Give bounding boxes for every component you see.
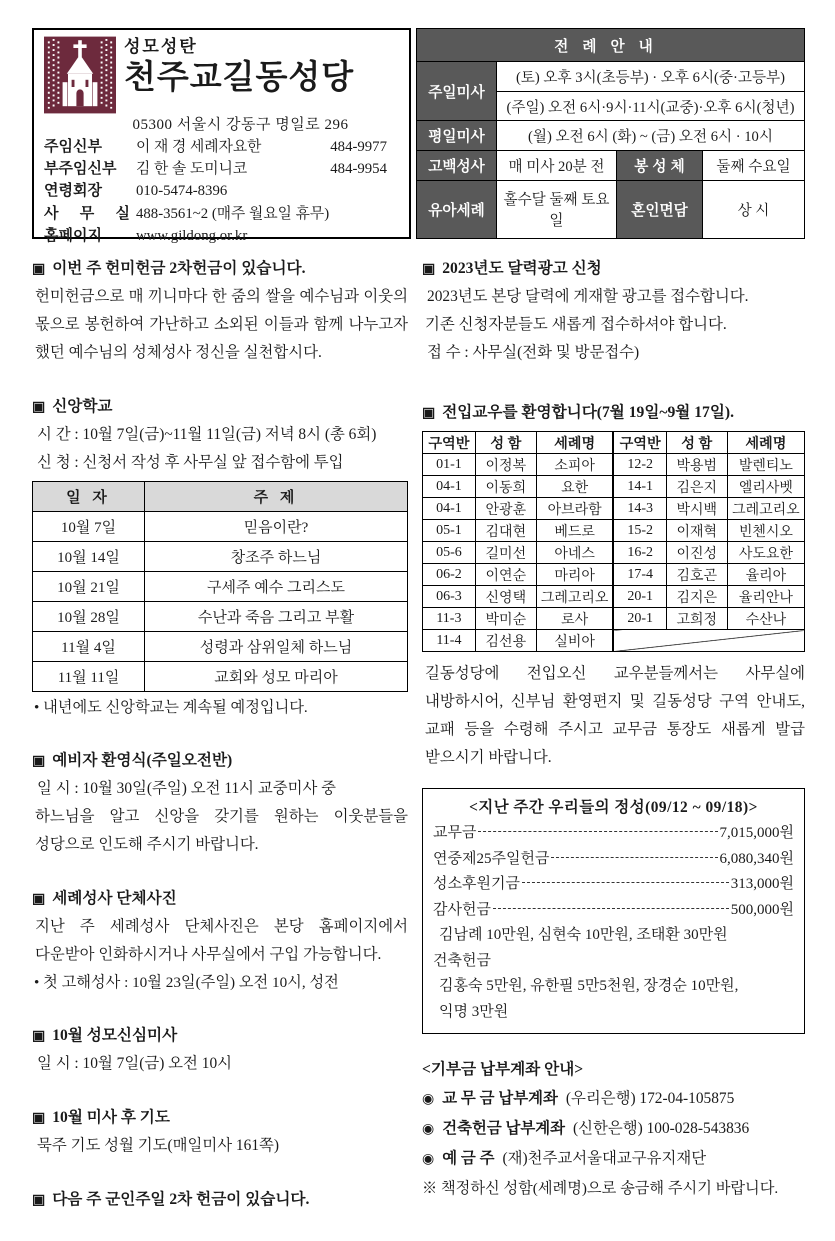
cell-topic: 교회와 성모 마리아 xyxy=(145,662,408,692)
account-label: 교 무 금 납부계좌 xyxy=(442,1090,558,1107)
section-title xyxy=(32,256,408,283)
table-row xyxy=(33,572,408,602)
table-row xyxy=(423,630,805,652)
section-title-text: 예비자 환영식(주일오전반) xyxy=(52,752,233,769)
table-header-row xyxy=(423,432,805,454)
cell: 요한 xyxy=(536,476,613,498)
cell: 박시백 xyxy=(666,498,727,520)
section-bullet-icon: ▣ xyxy=(32,1193,46,1208)
cell: 아브라함 xyxy=(536,498,613,520)
cell: 01-1 xyxy=(423,454,476,476)
account-note: ※ 책정하신 성함(세례명)으로 송금해 주시기 바랍니다. xyxy=(422,1180,779,1197)
calendar-ad-line: 2023년도 본당 달력에 게재할 광고를 접수합니다. xyxy=(427,288,749,305)
cell: 베드로 xyxy=(536,520,613,542)
section-bullet-icon: ▣ xyxy=(32,400,46,415)
calendar-ad-reception: 접 수 : 사무실(전화 및 방문접수) xyxy=(427,344,640,361)
liturgy-title: 전례안내 xyxy=(416,29,804,62)
section-bullet-icon: ▣ xyxy=(32,1111,46,1126)
contact-row xyxy=(44,180,401,202)
offering-amount: 500,000원 xyxy=(730,901,794,918)
table-row xyxy=(423,564,805,586)
homepage-url: www.gildong.or.kr xyxy=(136,227,248,244)
dash-leader xyxy=(478,831,717,832)
faith-school-apply: 신 청 : 신청서 작성 후 사무실 앞 접수함에 투입 xyxy=(37,454,344,471)
faith-school-table xyxy=(32,481,408,692)
liturgy-cell: 홀수달 둘째 토요일 xyxy=(496,180,616,238)
table-row xyxy=(33,662,408,692)
cell: 김선용 xyxy=(475,630,536,652)
cell: 사도요한 xyxy=(727,542,804,564)
empty-diagonal-cell xyxy=(613,630,804,652)
table-header-cell: 주 제 xyxy=(145,482,408,512)
cell: 이동희 xyxy=(475,476,536,498)
section-body: 헌미헌금으로 매 끼니마다 한 줌의 쌀을 예수님과 이웃의 몫으로 봉헌하여 가난하고 소외된 이들과 함께 나누고자 했던 예수님의 성체성사 정신을 실천합시다. xyxy=(35,288,408,361)
offering-line xyxy=(433,898,794,924)
cell: 발렌티노 xyxy=(727,454,804,476)
dash-leader xyxy=(551,857,717,858)
dash-leader xyxy=(493,908,729,909)
cell: 마리아 xyxy=(536,564,613,586)
cell-topic: 성령과 삼위일체 하느님 xyxy=(145,632,408,662)
church-info-box xyxy=(32,28,411,244)
liturgy-row-label: 주일미사 xyxy=(416,62,496,121)
table-header-cell: 일 자 xyxy=(33,482,145,512)
contact-row xyxy=(44,158,401,180)
cell: 김은지 xyxy=(666,476,727,498)
section-body: 하느님을 알고 신앙을 갖기를 원하는 이웃분들을 성당으로 인도해 주시기 바랍니다. xyxy=(35,808,408,853)
newcomers-notice: 길동성당에 전입오신 교우분들께서는 사무실에 내방하시어, 신부님 환영편지 및 길동성당 구역 안내도, 교패 등을 수령해 주시고 교무금 통장도 새롭게 발급 받으시기 바랍니다. xyxy=(425,665,805,766)
cell: 고희정 xyxy=(666,608,727,630)
cell: 길미선 xyxy=(475,542,536,564)
cell-date: 10월 14일 xyxy=(33,542,145,572)
table-row xyxy=(423,520,805,542)
newcomers-table xyxy=(422,431,805,652)
section-mary-mass xyxy=(32,1023,408,1078)
cell: 율리아 xyxy=(727,564,804,586)
table-header-cell: 세례명 xyxy=(536,432,613,454)
offering-amount: 7,015,000원 xyxy=(719,825,794,841)
offering-label: 교무금 xyxy=(433,825,477,841)
section-bullet-icon: ▣ xyxy=(32,1029,46,1044)
contact-label: 사 무 실 xyxy=(44,204,130,222)
cell: 14-3 xyxy=(613,498,666,520)
section-rice-offering xyxy=(32,256,408,367)
contact-row xyxy=(44,203,401,225)
fisheye-bullet-icon: ◉ xyxy=(422,1092,435,1107)
section-october-prayer xyxy=(32,1105,408,1160)
table-header-cell: 구역반 xyxy=(423,432,476,454)
offering-line xyxy=(433,821,794,847)
cell-topic: 구세주 예수 그리스도 xyxy=(145,572,408,602)
table-row xyxy=(423,586,805,608)
account-item xyxy=(422,1144,805,1174)
cell-topic: 창조주 하느님 xyxy=(145,542,408,572)
account-label: 건축헌금 납부계좌 xyxy=(442,1120,566,1137)
left-column xyxy=(32,256,408,1241)
offering-label: 성소후원기금 xyxy=(433,876,520,892)
church-identity xyxy=(44,35,401,115)
cell: 04-1 xyxy=(423,476,476,498)
section-title-text: 전입교우를 환영합니다(7월 19일~9월 17일). xyxy=(442,404,734,421)
cell: 신영택 xyxy=(475,586,536,608)
contact-label: 부주임신부 xyxy=(44,160,117,178)
section-military-sunday xyxy=(32,1187,408,1214)
cell: 20-1 xyxy=(613,608,666,630)
table-row xyxy=(33,602,408,632)
section-bullet-icon: ▣ xyxy=(32,754,46,769)
section-title xyxy=(32,748,408,775)
cell: 05-1 xyxy=(423,520,476,542)
account-number: (신한은행) 100-028-543836 xyxy=(573,1120,750,1137)
cell: 김지은 xyxy=(666,586,727,608)
section-title xyxy=(422,400,805,427)
cell: 박용범 xyxy=(666,454,727,476)
calendar-ad-line: 기존 신청자분들도 새롭게 접수하셔야 합니다. xyxy=(425,316,727,333)
account-title: <기부금 납부계좌 안내> xyxy=(422,1061,584,1078)
contact-phone: 484-9954 xyxy=(330,161,387,178)
building-offering-detail: 익명 3만원 xyxy=(439,1003,509,1020)
section-title-text: 세례성사 단체사진 xyxy=(52,890,177,907)
section-donation-account xyxy=(422,1056,805,1204)
offering-title: <지난 주간 우리들의 정성(09/12 ~ 09/18)> xyxy=(469,799,758,816)
table-row xyxy=(33,512,408,542)
section-baptism-photo xyxy=(32,886,408,996)
section-title xyxy=(32,886,408,913)
offering-amount: 313,000원 xyxy=(730,876,794,892)
contact-value: 김 한 솔 도미니코 xyxy=(136,161,248,178)
contact-row xyxy=(44,225,401,247)
cell-date: 10월 7일 xyxy=(33,512,145,542)
cell-date: 10월 28일 xyxy=(33,602,145,632)
faith-school-note: • 내년에도 신앙학교는 계속될 예정입니다. xyxy=(34,699,308,716)
section-faith-school xyxy=(32,394,408,721)
cell: 실비아 xyxy=(536,630,613,652)
church-title: 천주교길동성당 xyxy=(124,58,355,95)
church-address: 05300 서울시 강동구 명일로 296 xyxy=(132,117,349,133)
liturgy-cell: 상 시 xyxy=(702,180,804,238)
cell-topic: 믿음이란? xyxy=(145,512,408,542)
cell-date: 11월 11일 xyxy=(33,662,145,692)
section-title-text: 신앙학교 xyxy=(52,398,113,415)
section-title xyxy=(32,1187,408,1214)
liturgy-schedule-table xyxy=(416,28,805,239)
contact-value: 488-3561~2 (매주 월요일 휴무) xyxy=(136,205,330,222)
section-title-text: 2023년도 달력광고 신청 xyxy=(442,260,602,277)
section-calendar-ad xyxy=(422,256,805,367)
account-number: (우리은행) 172-04-105875 xyxy=(565,1090,735,1107)
welcome-datetime: 일 시 : 10월 30일(주일) 오전 11시 교중미사 중 xyxy=(37,780,337,797)
cell: 빈첸시오 xyxy=(727,520,804,542)
liturgy-row-label: 봉 성 체 xyxy=(616,151,702,181)
cell: 안광훈 xyxy=(475,498,536,520)
cell: 06-3 xyxy=(423,586,476,608)
table-row xyxy=(423,476,805,498)
liturgy-row-label: 혼인면담 xyxy=(616,180,702,238)
cell: 엘리사벳 xyxy=(727,476,804,498)
section-bullet-icon: ▣ xyxy=(32,892,46,907)
content-columns xyxy=(32,256,805,1241)
table-header-cell: 성 함 xyxy=(475,432,536,454)
contact-label: 홈페이지 xyxy=(44,226,102,244)
offering-line xyxy=(433,847,794,873)
cell: 04-1 xyxy=(423,498,476,520)
table-header-cell: 세례명 xyxy=(727,432,804,454)
liturgy-row-label: 고백성사 xyxy=(416,151,496,181)
liturgy-cell: (월) 오전 6시 (화) ~ (금) 오전 6시 · 10시 xyxy=(496,121,804,151)
cell-date: 10월 21일 xyxy=(33,572,145,602)
liturgy-cell: 둘째 수요일 xyxy=(702,151,804,181)
contact-value: 이 재 경 세례자요한 xyxy=(136,139,262,155)
table-row xyxy=(423,608,805,630)
cell: 05-6 xyxy=(423,542,476,564)
contact-row xyxy=(44,136,401,158)
mary-mass-datetime: 일 시 : 10월 7일(금) 오전 10시 xyxy=(37,1055,233,1072)
section-body: 지난 주 세례성사 단체사진은 본당 홈페이지에서 다운받아 인화하시거나 사무실에서 구입 가능합니다. xyxy=(35,918,408,963)
building-offering-detail: 김홍숙 5만원, 유한필 5만5천원, 장경순 10만원, xyxy=(439,978,739,994)
cell: 16-2 xyxy=(613,542,666,564)
account-item xyxy=(422,1084,805,1114)
church-logo-icon xyxy=(44,35,116,115)
cell: 그레고리오 xyxy=(727,498,804,520)
cell: 수산나 xyxy=(727,608,804,630)
cell: 아네스 xyxy=(536,542,613,564)
right-column xyxy=(422,256,805,1241)
section-title xyxy=(32,1023,408,1050)
cell: 로사 xyxy=(536,608,613,630)
contact-value: 010-5474-8396 xyxy=(136,183,228,200)
section-title-text: 이번 주 헌미헌금 2차헌금이 있습니다. xyxy=(52,260,306,277)
fisheye-bullet-icon: ◉ xyxy=(422,1122,435,1137)
cell: 17-4 xyxy=(613,564,666,586)
offering-label: 감사헌금 xyxy=(433,901,491,918)
cell: 박미순 xyxy=(475,608,536,630)
baptism-photo-note: • 첫 고해성사 : 10월 23일(주일) 오전 10시, 성전 xyxy=(34,974,339,991)
cell: 이정복 xyxy=(475,454,536,476)
section-title xyxy=(32,394,408,421)
section-title xyxy=(422,256,805,283)
cell: 12-2 xyxy=(613,454,666,476)
account-item xyxy=(422,1114,805,1144)
thanks-offering-detail: 김남례 10만원, 심현숙 10만원, 조태환 30만원 xyxy=(439,927,728,943)
section-title-text: 10월 성모신심미사 xyxy=(52,1027,178,1044)
cell: 14-1 xyxy=(613,476,666,498)
building-offering-label: 건축헌금 xyxy=(433,952,491,969)
offering-line xyxy=(433,872,794,898)
cell: 15-2 xyxy=(613,520,666,542)
cell: 율리안나 xyxy=(727,586,804,608)
church-names xyxy=(124,35,354,97)
section-newcomers xyxy=(422,400,805,772)
fisheye-bullet-icon: ◉ xyxy=(422,1152,435,1167)
cell: 이연순 xyxy=(475,564,536,586)
cell: 이진성 xyxy=(666,542,727,564)
contact-phone: 484-9977 xyxy=(330,139,387,155)
table-row xyxy=(423,542,805,564)
faith-school-time: 시 간 : 10월 7일(금)~11월 11일(금) 저녁 8시 (총 6회) xyxy=(37,426,377,443)
cell: 11-3 xyxy=(423,608,476,630)
liturgy-row-label: 유아세례 xyxy=(416,180,496,238)
table-header-cell: 성 함 xyxy=(666,432,727,454)
section-title-text: 10월 미사 후 기도 xyxy=(52,1109,170,1126)
offering-label: 연중제25주일헌금 xyxy=(433,850,550,867)
cell-topic: 수난과 죽음 그리고 부활 xyxy=(145,602,408,632)
account-holder: (재)천주교서울대교구유지재단 xyxy=(502,1150,707,1167)
cell: 이재혁 xyxy=(666,520,727,542)
church-subtitle: 성모성탄 xyxy=(124,37,198,56)
section-title xyxy=(32,1105,408,1132)
liturgy-cell: (주일) 오전 6시·9시·11시(교중)·오후 6시(청년) xyxy=(496,91,804,121)
contact-label: 연령회장 xyxy=(44,182,102,200)
section-title-text: 다음 주 군인주일 2차 헌금이 있습니다. xyxy=(52,1191,310,1208)
liturgy-cell: 매 미사 20분 전 xyxy=(496,151,616,181)
offering-amount: 6,080,340원 xyxy=(719,850,794,867)
section-welcome-ceremony xyxy=(32,748,408,859)
table-row xyxy=(33,542,408,572)
table-header-cell: 구역반 xyxy=(613,432,666,454)
cell: 김호곤 xyxy=(666,564,727,586)
section-bullet-icon: ▣ xyxy=(422,262,436,277)
table-row xyxy=(423,498,805,520)
cell: 06-2 xyxy=(423,564,476,586)
october-prayer-detail: 묵주 기도 성월 기도(매일미사 161쪽) xyxy=(37,1137,280,1154)
cell: 11-4 xyxy=(423,630,476,652)
cell: 20-1 xyxy=(613,586,666,608)
cell: 김대현 xyxy=(475,520,536,542)
liturgy-row-label: 평일미사 xyxy=(416,121,496,151)
dash-leader xyxy=(522,882,729,883)
account-label: 예 금 주 xyxy=(442,1150,495,1167)
weekly-offering-box xyxy=(422,788,805,1034)
header xyxy=(32,28,805,244)
table-row xyxy=(423,454,805,476)
cell: 소피아 xyxy=(536,454,613,476)
section-bullet-icon: ▣ xyxy=(422,406,436,421)
cell: 그레고리오 xyxy=(536,586,613,608)
table-row xyxy=(33,632,408,662)
cell-date: 11월 4일 xyxy=(33,632,145,662)
section-bullet-icon: ▣ xyxy=(32,262,46,277)
contact-label: 주임신부 xyxy=(44,138,102,155)
liturgy-cell: (토) 오후 3시(초등부) · 오후 6시(중·고등부) xyxy=(496,62,804,92)
